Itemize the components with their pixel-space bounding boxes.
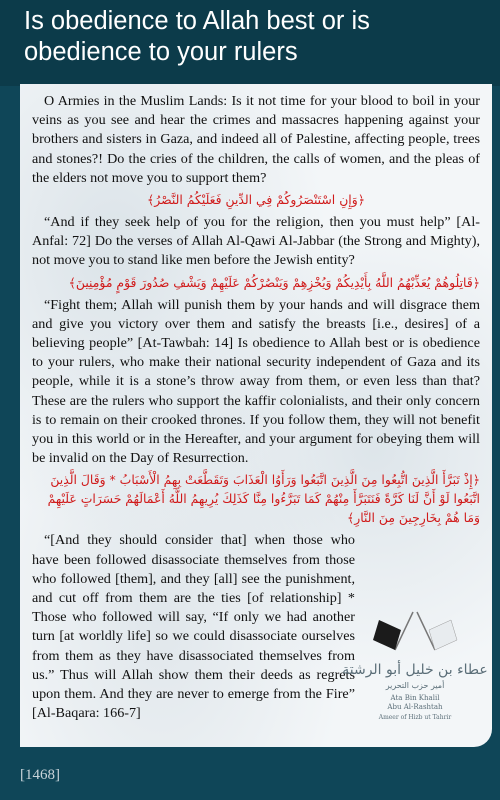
page-title: Is obedience to Allah best or is obedience to your rulers xyxy=(24,7,370,66)
seal-arabic-calligraphy: عطاء بن خليل أبو الرشتة xyxy=(342,662,488,678)
seal-name-line2: Abu Al-Rashtah xyxy=(387,703,443,711)
seal-role: Ameer of Hizb ut Tahrir xyxy=(378,714,452,721)
body-paragraph-4: “[And they should consider that] when those who have been followed disassociate themselves from those who followed [them], and they [all] see the punishment, and cut off from them are the ties [of relationship] * Those who followed will say, “If only we had another turn [at worldly life] so we could disassociate ourselves from them as they have disassociated themselves from us.” Thus will Allah show them their deeds as regrets upon them. And they are never to emerge from the Fire” [Al-Baqara: 166-7] xyxy=(32,532,355,722)
arabic-verse-2: ﴿قَاتِلُوهُمْ يُعَذِّبْهُمُ اللَّهُ بِأَيْدِيكُمْ وَيُخْزِهِمْ وَيَنْصُرْكُمْ عَلَيْهِمْ وَيَشْفِ صُدُورَ قَوْمٍ مُؤْمِنِينَ﴾ xyxy=(68,274,480,290)
arabic-verse-3: ﴿إِذْ تَبَرَّأَ الَّذِينَ اتُّبِعُوا مِنَ الَّذِينَ اتَّبَعُوا وَرَأَوُا الْعَذَابَ وَتَقَطَّعَتْ بِهِمُ الْأَسْبَابُ * وَقَالَ الَّذِينَ اتَّبَعُوا لَوْ أَنَّ لَنَا كَرَّةً فَنَتَبَرَّأَ مِنْهُمْ كَمَا تَبَرَّءُوا مِنَّا كَذَلِكَ يُرِيهِمُ اللَّهُ أَعْمَالَهُمْ حَسَرَاتٍ عَلَيْهِمْ وَمَا هُمْ بِخَارِجِينَ مِنَ النَّارِ﴾ xyxy=(47,472,480,526)
seal-arabic-title: أمير حزب التحرير xyxy=(385,681,445,690)
flags-icon xyxy=(342,602,488,752)
arabic-verse-1: ﴿وَإِنِ اسْتَنْصَرُوكُمْ فِي الدِّينِ فَعَلَيْكُمُ النَّصْرُ﴾ xyxy=(147,192,365,208)
title-banner xyxy=(0,0,500,86)
ameer-seal xyxy=(342,602,488,752)
body-paragraph-2: “And if they seek help of you for the religion, then you must help” [Al-Anfal: 72] Do the verses of Allah Al-Qawi Al-Jabbar (the Strong and Mighty), not move you to stand like men before the Jewish entity? xyxy=(32,214,480,269)
body-paragraph-1: O Armies in the Muslim Lands: Is it not time for your blood to boil in your veins as you see and hear the crimes and massacres happening against your brothers and sisters in Gaza, and indeed all of Palestine, affecting people, trees and stones?! Do the cries of the children, the calls of women, and the pleas of the elders not move you to support them? xyxy=(32,93,480,186)
issue-number: [1468] xyxy=(20,767,60,783)
body-paragraph-3: “Fight them; Allah will punish them by your hands and will disgrace them and give you victory over them and satisfy the breasts [i.e., desires] of a believing people” [At-Tawbah: 14] Is obedience to Allah best or is obedience to your rulers, who make their national security independent of Gaza and its people, while it is a stone’s throw away from them, or even less than that? These are the rulers who support the kaffir colonialists, and their only concern is to remain on their crooked thrones. If you follow them, they will not benefit you in this world or in the Hereafter, and your argument for obeying them will be invalid on the Day of Resurrection. xyxy=(32,296,480,467)
seal-name-line1: Ata Bin Khalil xyxy=(390,694,440,702)
